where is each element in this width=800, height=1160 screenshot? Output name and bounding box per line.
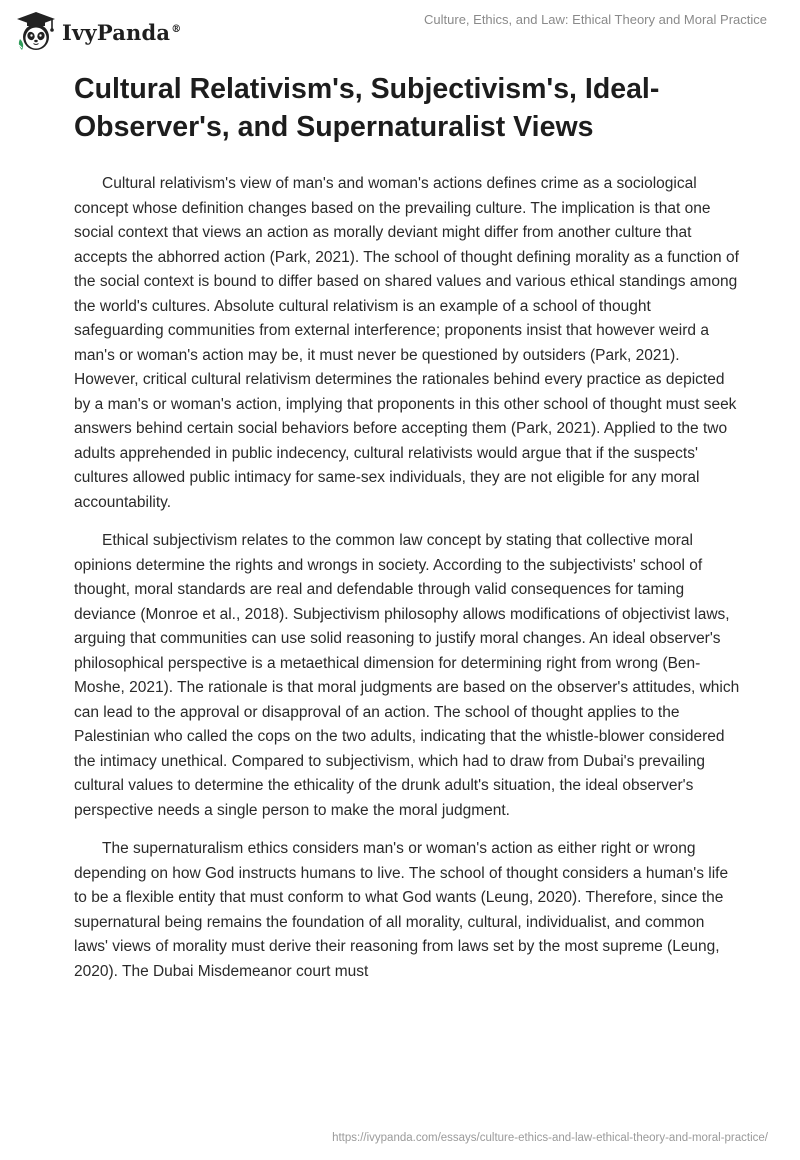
- ivypanda-logo[interactable]: [14, 9, 181, 53]
- logo-text: IvyPanda®: [62, 19, 182, 45]
- page-header: [0, 0, 800, 60]
- article-title: Cultural Relativism's, Subjectivism's, Ideal-Observer's, and Supernaturalist Views: [74, 73, 660, 143]
- panda-graduation-cap-icon: [14, 9, 58, 53]
- registered-mark: ®: [171, 23, 182, 35]
- paragraph: Ethical subjectivism relates to the common law concept by stating that collective moral opinions determine the rights and wrongs in society. According to the subjectivists' school of thought, moral standards are real and defendable through valid consequences for taming deviance (Monroe et al., 2018). Subjectivism philosophy allows modifications of objectivist laws, arguing that communities can use solid reasoning to justify moral changes. An ideal observer's philosophical perspective is a metaethical dimension for determining right from wrong (Ben-Moshe, 2021). The rationale is that moral judgments are based on the observer's attitudes, which can lead to the approval or disapproval of an action. The school of thought applies to the Palestinian who called the cops on the two adults, indicating that the whistle-blower considered the intimacy unethical. Compared to subjectivism, which had to draw from Dubai's prevailing cultural values to determine the ethicality of the drunk adult's situation, the ideal observer's perspective needs a single person to make the moral judgment.: [74, 532, 740, 819]
- article-body: [74, 172, 742, 998]
- document-title: Culture, Ethics, and Law: Ethical Theory and Moral Practice: [424, 12, 767, 27]
- paragraph: The supernaturalism ethics considers man's or woman's action as either right or wrong depending on how God instructs humans to live. The school of thought considers a human's life to be a flexible entity that must conform to what God wants (Leung, 2020). Therefore, since the supernatural being remains the foundation of all morality, cultural, individualist, and common laws' views of morality must derive their reasoning from laws set by the most supreme (Leung, 2020). The Dubai Misdemeanor court must: [74, 840, 729, 980]
- paragraph: Cultural relativism's view of man's and woman's actions defines crime as a sociological concept whose definition changes based on the prevailing culture. The implication is that one social context that views an action as morally deviant might differ from another culture that accepts the abhorred action (Park, 2021). The school of thought defining morality as a function of the social context is bound to differ based on shared values and various ethical standings among the world's cultures. Absolute cultural relativism is an example of a school of thought safeguarding communities from external interference; proponents insist that however weird a man's or woman's action may be, it must never be questioned by outsiders (Park, 2021). However, critical cultural relativism determines the rationales behind every practice as depicted by a man's or woman's action, implying that proponents in this other school of thought must seek answers behind certain social behaviors before accepting them (Park, 2021). Applied to the two adults apprehended in public indecency, cultural relativists would argue that if the suspects' cultures allowed public intimacy for same-sex individuals, they are not eligible for any moral accountability.: [74, 175, 739, 511]
- source-url[interactable]: https://ivypanda.com/essays/culture-ethics-and-law-ethical-theory-and-moral-practice/: [332, 1132, 768, 1144]
